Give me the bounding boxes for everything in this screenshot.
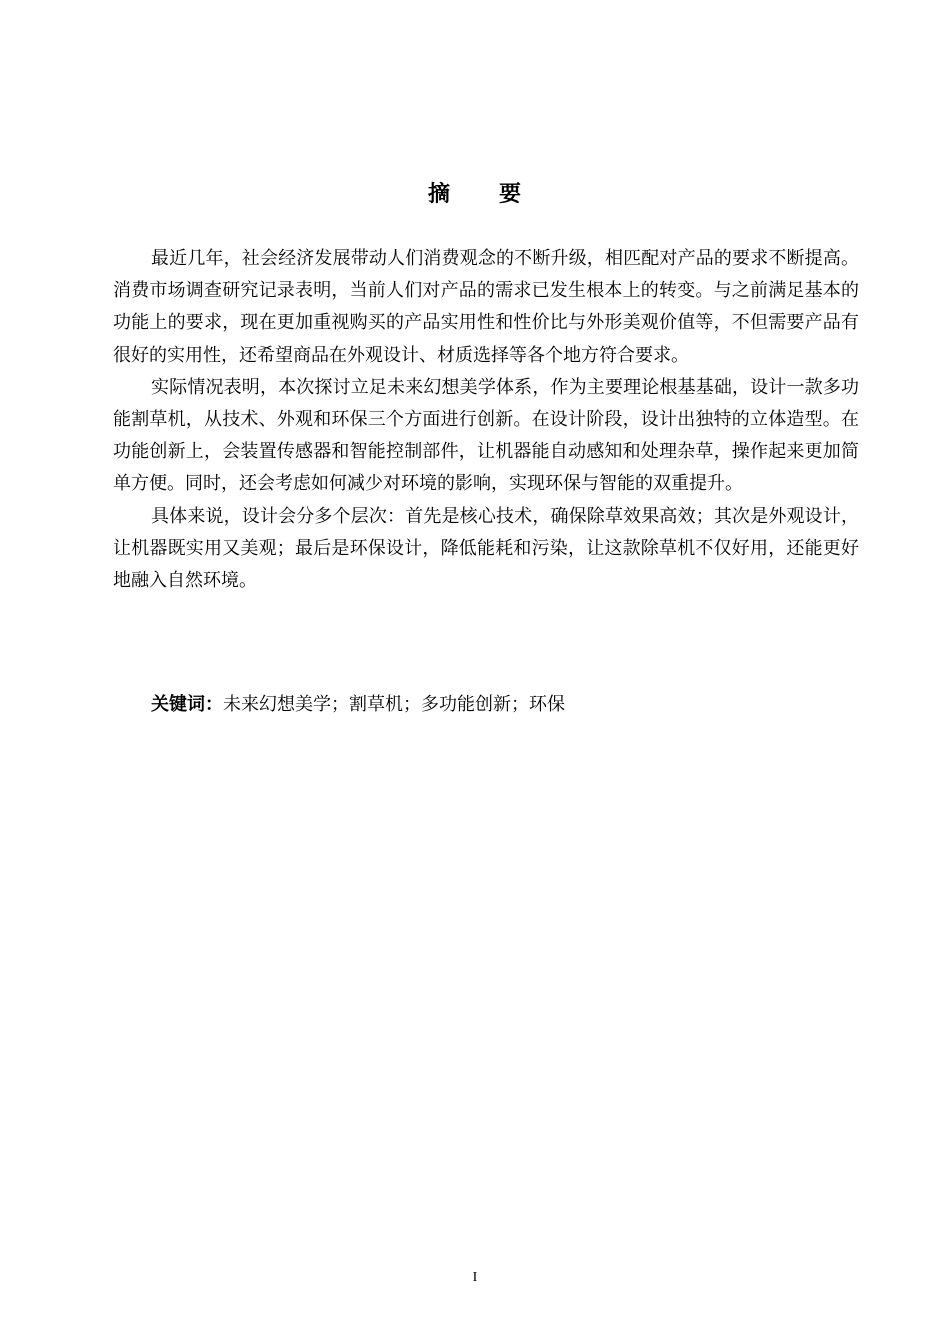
- abstract-title-char-2: 要: [499, 182, 523, 207]
- page-number: I: [472, 1270, 478, 1285]
- abstract-paragraph-2: 实际情况表明，本次探讨立足未来幻想美学体系，作为主要理论根基基础，设计一款多功能割草机，从技术、外观和环保三个方面进行创新。在设计阶段，设计出独特的立体造型。在功能创新上，会装置传感器和智能控制部件，让机器能自动感知和处理杂草，操作起来更加简单方便。同时，还会考虑如何减少对环境的影响，实现环保与智能的双重提升。: [113, 376, 859, 495]
- keywords-line: [151, 689, 859, 721]
- keywords-label: 关键词：: [151, 694, 223, 715]
- keywords-text: 未来幻想美学；割草机；多功能创新；环保: [223, 694, 565, 715]
- abstract-body: [113, 243, 859, 597]
- abstract-title-char-1: 摘: [427, 182, 451, 207]
- abstract-title: [0, 178, 950, 212]
- abstract-paragraph-3: 具体来说，设计会分多个层次：首先是核心技术，确保除草效果高效；其次是外观设计，让机器既实用又美观；最后是环保设计，降低能耗和污染，让这款除草机不仅好用，还能更好地融入自然环境。: [113, 505, 859, 592]
- abstract-paragraph-1: 最近几年，社会经济发展带动人们消费观念的不断升级，相匹配对产品的要求不断提高。消费市场调查研究记录表明，当前人们对产品的需求已发生根本上的转变。与之前满足基本的功能上的要求，现在更加重视购买的产品实用性和性价比与外形美观价值等，不但需要产品有很好的实用性，还希望商品在外观设计、材质选择等各个地方符合要求。: [113, 248, 859, 366]
